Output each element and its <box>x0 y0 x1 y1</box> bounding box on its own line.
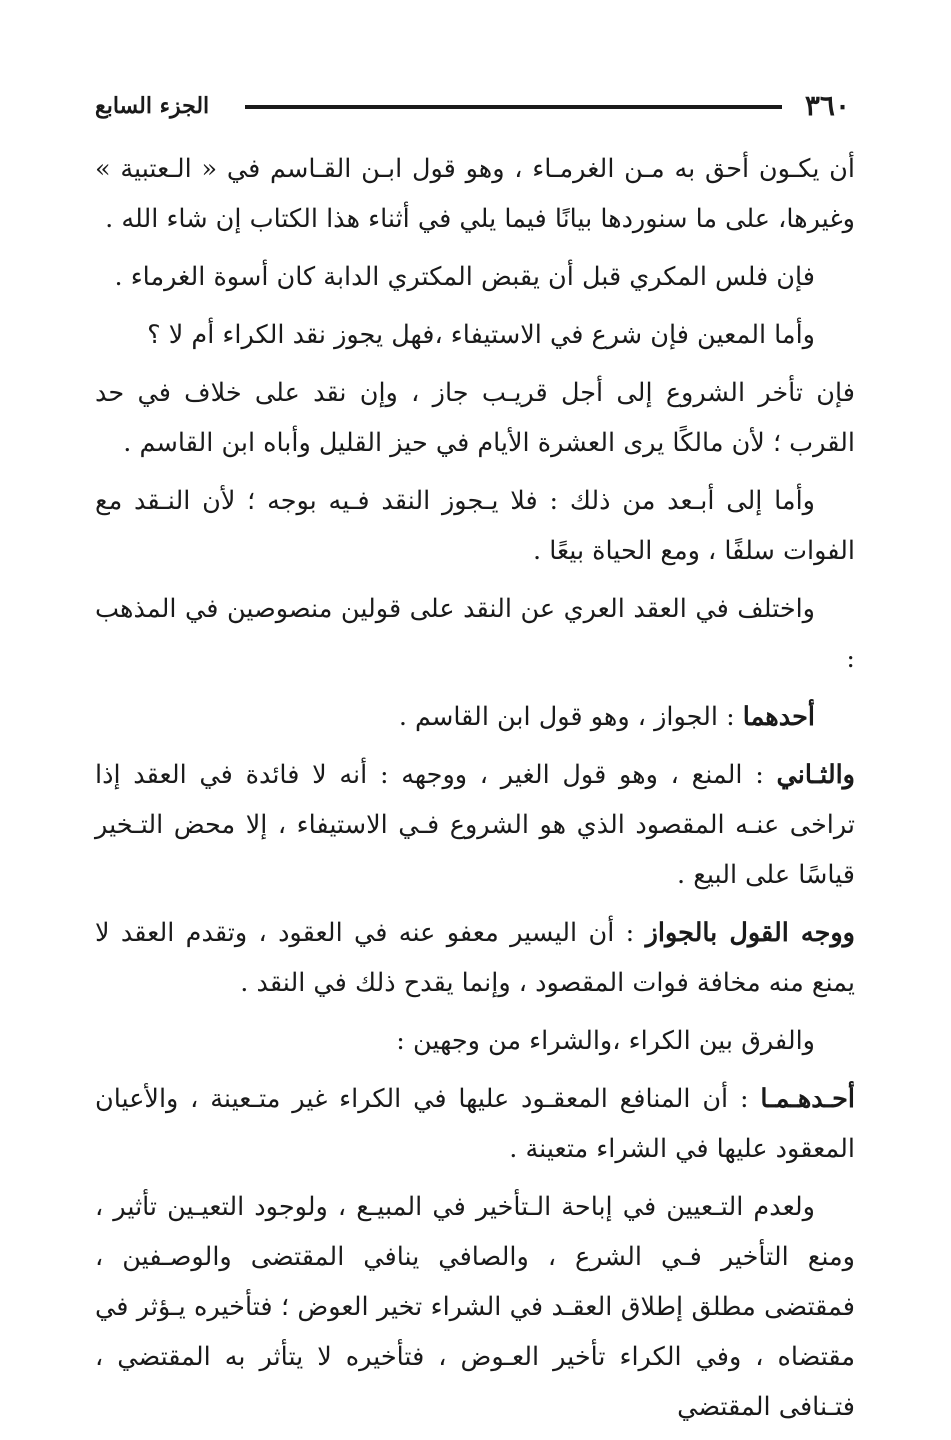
paragraph-text: وأما إلى أبـعد من ذلك : فلا يـجوز النقد فـيه بوجه ؛ لأن النـقد مع الفوات سلفًا ، ومع الحياة بيعًا . <box>95 486 855 566</box>
paragraph-lead: ووجه القول بالجواز <box>645 918 855 948</box>
paragraph <box>95 368 855 468</box>
paragraph-text: واختلف في العقد العري عن النقد على قولين منصوصين في المذهب : <box>95 594 855 674</box>
paragraph-lead: أحـدهـمـا <box>760 1084 855 1114</box>
paragraph-text: : أن اليسير معفو عنه في العقود ، وتقدم العقد لا يمنع منه مخافة فوات المقصود ، وإنما يقدح ذلك في النقد . <box>95 918 855 998</box>
paragraph-text: فإن تأخر الشروع إلى أجل قريـب جاز ، وإن نقد على خلاف في حد القرب ؛ لأن مالكًا يرى العشرة الأيام في حيز القليل وأباه ابن القاسم . <box>95 378 855 458</box>
paragraph <box>95 1016 855 1066</box>
page-body <box>95 144 855 1440</box>
paragraph-text: : المنع ، وهو قول الغير ، ووجهه : أنه لا فائدة في العقد إذا تراخى عنـه المقصود الذي هو الشروع فـي الاستيفاء ، إلا محض التـخير قياسًا على البيع . <box>95 760 855 890</box>
paragraph-text: والفرق بين الكراء ،والشراء من وجهين : <box>396 1026 815 1056</box>
paragraph <box>95 692 855 742</box>
paragraph <box>95 252 855 302</box>
running-title: الجزء السابع <box>95 93 210 119</box>
header-rule <box>245 105 782 109</box>
paragraph-text: ولعدم التـعيين في إباحة الـتأخير في المبيـع ، ولوجود التعيـين تأثير ، ومنع التأخير فـي الشرع ، والصافي ينافي المقتضى والوصـفين ، فمقتضى مطلق إطلاق العقـد في الشراء تخير العوض ؛ فتأخيره يـؤثر في مقتضاه ، وفي الكراء تأخير العـوض ، فتأخيره لا يتأثر به المقتضي ، فتـنافى المقتضي <box>95 1192 855 1422</box>
paragraph-lead: والثـاني <box>776 760 855 790</box>
paragraph-text: : الجواز ، وهو قول ابن القاسم . <box>398 702 743 732</box>
page-number: ٣٦٠ <box>804 89 850 122</box>
paragraph-text: فإن فلس المكري قبل أن يقبض المكتري الدابة كان أسوة الغرماء . <box>114 262 815 292</box>
paragraph <box>95 310 855 360</box>
paragraph-text: وأما المعين فإن شرع في الاستيفاء ،فهل يجوز نقد الكراء أم لا ؟ <box>147 320 815 350</box>
page-header <box>95 88 850 124</box>
paragraph <box>95 476 855 576</box>
paragraph <box>95 584 855 684</box>
paragraph <box>95 144 855 244</box>
paragraph <box>95 750 855 900</box>
paragraph <box>95 908 855 1008</box>
paragraph <box>95 1074 855 1174</box>
paragraph <box>95 1182 855 1432</box>
paragraph-text: أن يكـون أحق به مـن الغرمـاء ، وهو قول ابـن القـاسم في « الـعتبية » وغيرها، على ما سنوردها بيانًا فيما يلي في أثناء هذا الكتاب إن شاء الله . <box>95 154 855 234</box>
paragraph-text: : أن المنافع المعقـود عليها في الكراء غير متـعينة ، والأعيان المعقود عليها في الشراء متعينة . <box>95 1084 855 1164</box>
paragraph-lead: أحدهما <box>742 702 815 732</box>
